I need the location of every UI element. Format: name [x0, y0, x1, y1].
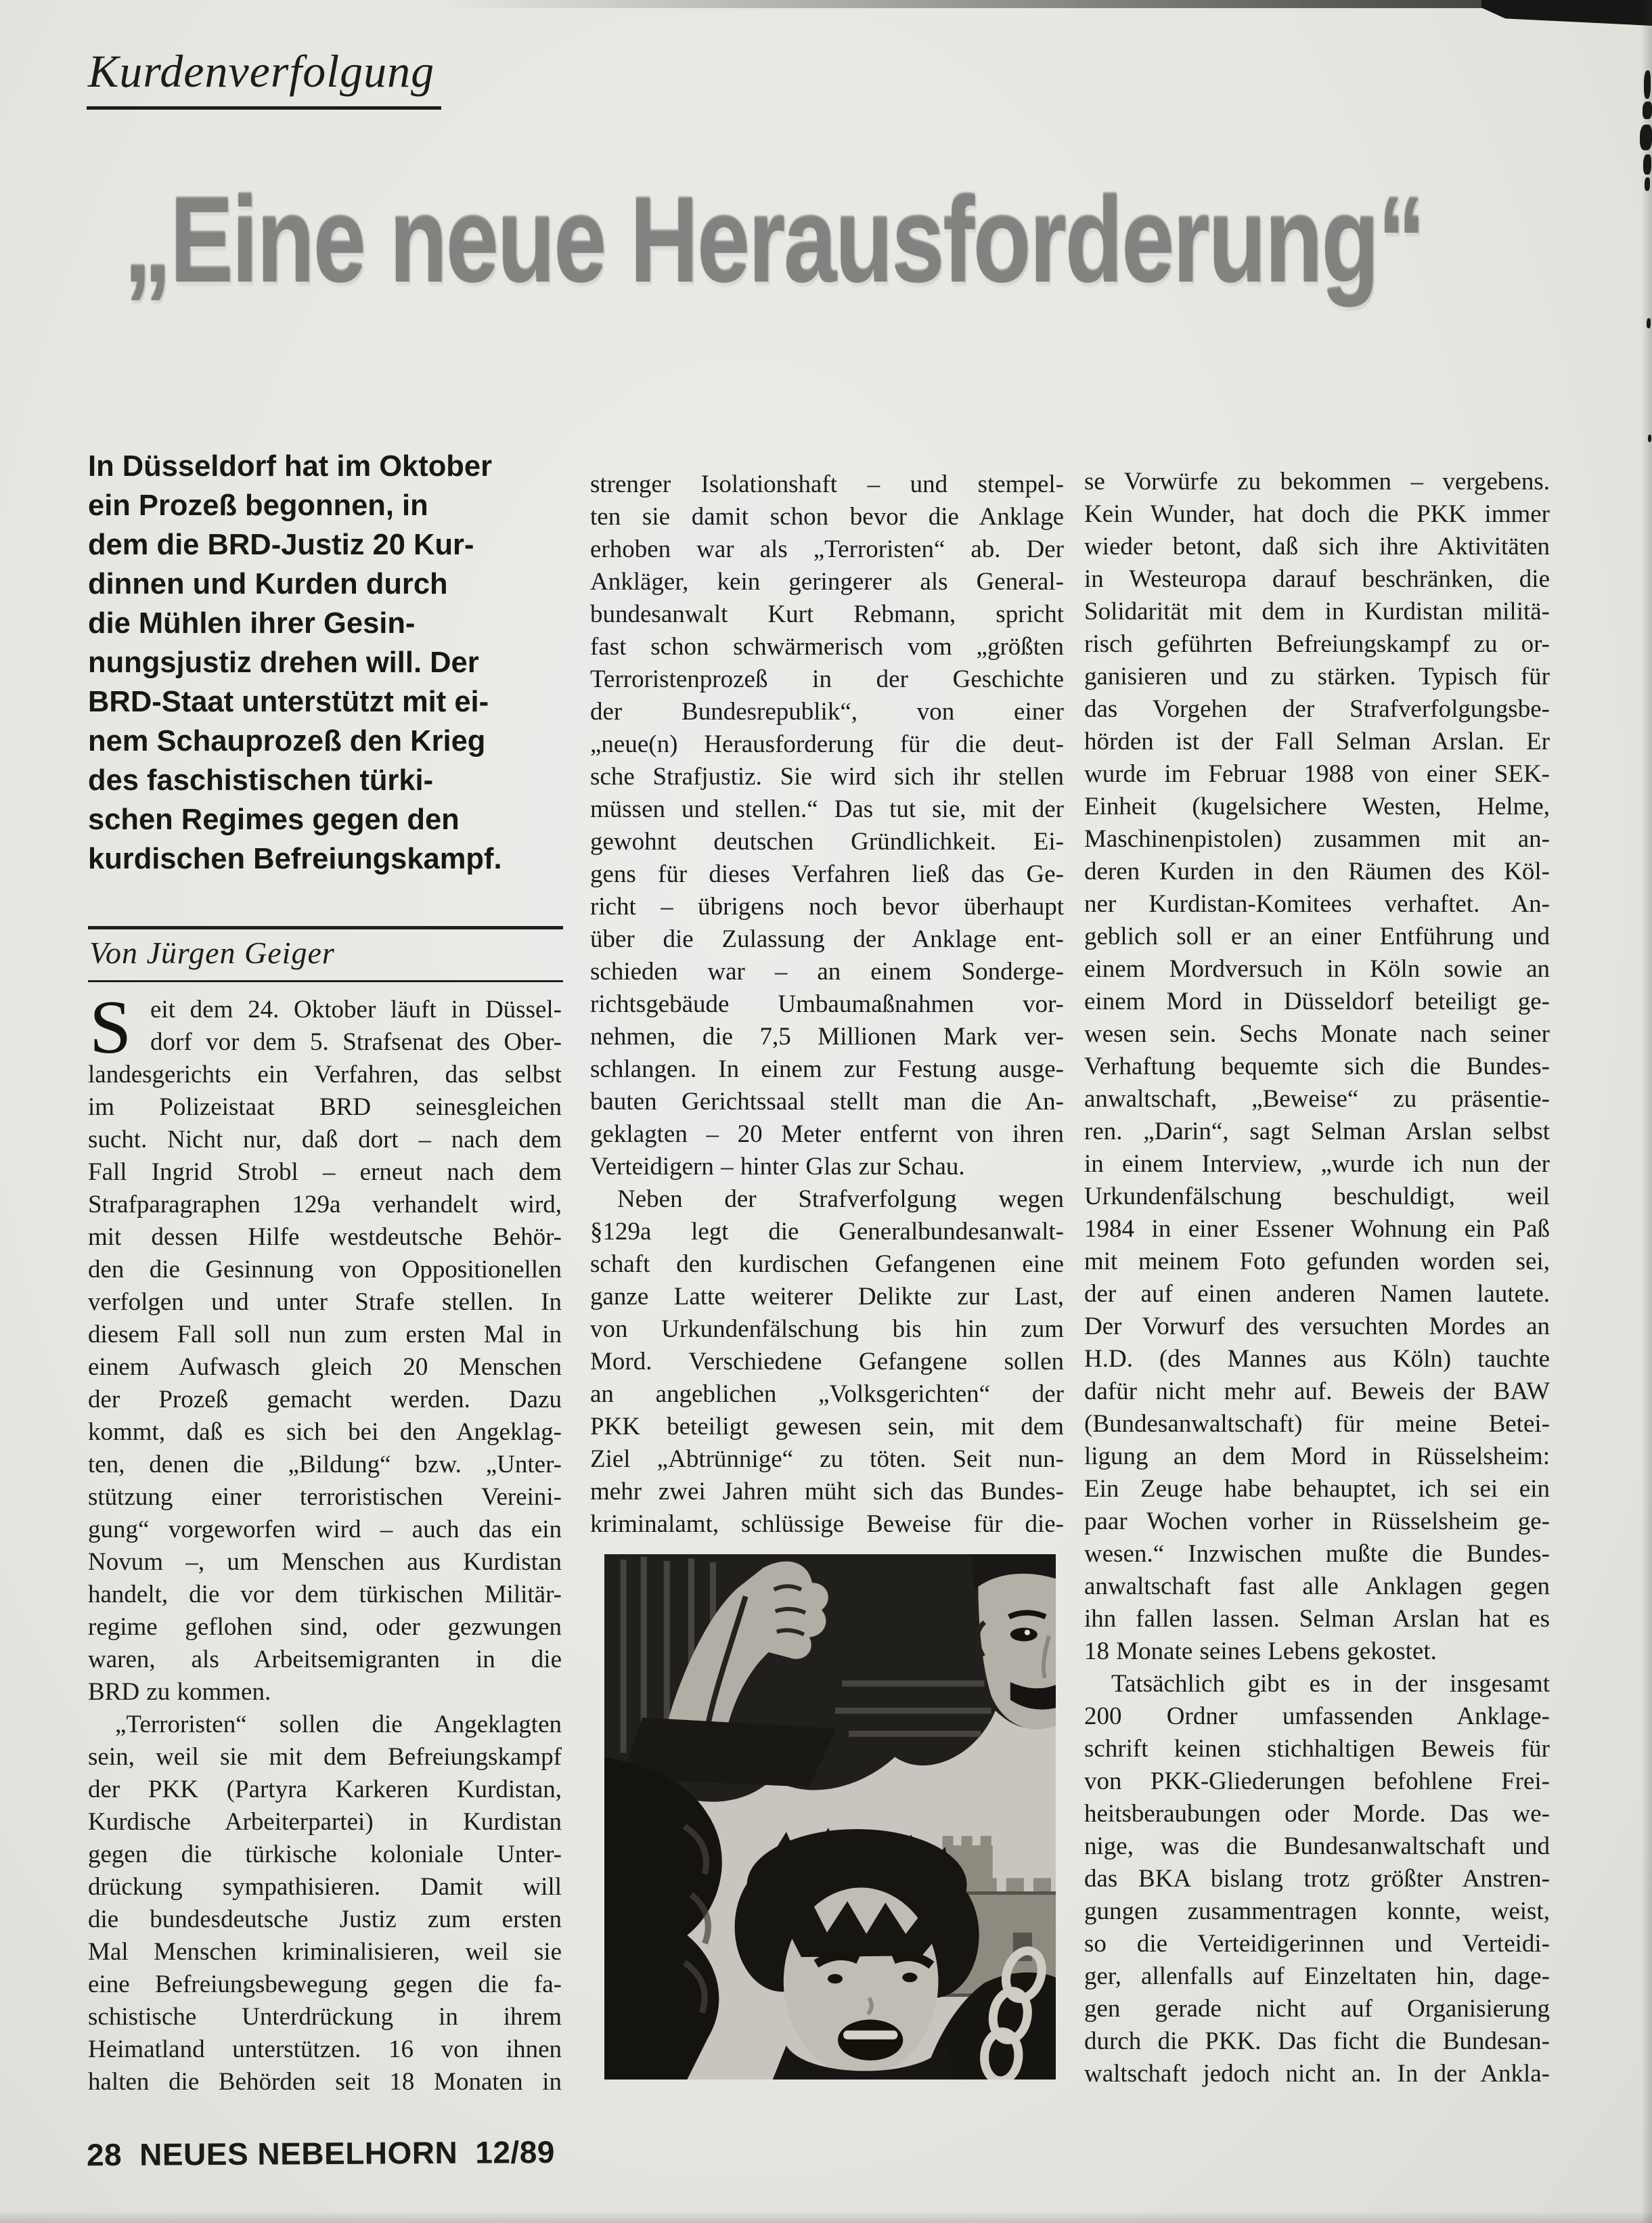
text-line: Ankläger, kein geringerer als General- — [590, 568, 1064, 596]
text-line: geklagten – 20 Meter entfernt von ihren — [590, 1120, 1064, 1148]
fist-child-chain-drawing — [604, 1554, 1056, 2079]
text-line: heitsberaubungen oder Morde. Das we- — [1084, 1800, 1550, 1828]
text-line: der PKK (Partyra Karkeren Kurdistan, — [88, 1776, 562, 1803]
text-line: dinnen und Kurden durch — [88, 568, 448, 600]
text-line: se Vorwürfe zu bekommen – vergebens. — [1084, 468, 1550, 496]
text-line: den die Gesinnung von Oppositionellen — [88, 1256, 562, 1283]
text-line: über die Zulassung der Anklage ent- — [590, 925, 1064, 953]
text-line: Tatsächlich gibt es in der insgesamt — [1111, 1670, 1550, 1698]
text-line: Einheit (kugelsichere Westen, Helme, — [1084, 793, 1550, 820]
text-line: dorf vor dem 5. Strafsenat des Ober- — [150, 1028, 562, 1056]
text-line: sein, weil sie mit dem Befreiungskampf — [88, 1743, 562, 1771]
scan-edge-bottom — [0, 2211, 1652, 2223]
text-line: waren, als Arbeitsemigranten in die — [88, 1646, 562, 1673]
text-line: richt – übrigens noch bevor überhaupt — [590, 893, 1064, 921]
text-line: einem Aufwasch gleich 20 Menschen — [88, 1353, 562, 1381]
text-line: wieder betont, daß sich ihre Aktivitäten — [1084, 533, 1550, 560]
article-title: „Eine neue Herausforderung“ — [124, 173, 1424, 307]
text-line: eit dem 24. Oktober läuft in Düssel- — [150, 996, 562, 1024]
text-line: kurdischen Befreiungskampf. — [88, 843, 502, 875]
text-line: gungen zusammentragen konnte, weist, — [1084, 1897, 1550, 1925]
text-line: Verhaftung bequemte sich die Bundes- — [1084, 1053, 1550, 1080]
text-line: ein Prozeß begonnen, in — [88, 489, 428, 522]
text-line: schieden war – an einem Sonderge- — [590, 958, 1064, 986]
text-line: schrift keinen stichhaltigen Beweis für — [1084, 1735, 1550, 1763]
text-line: ihn fallen lassen. Selman Arslan hat es — [1084, 1605, 1550, 1633]
text-line: verfolgen und unter Strafe stellen. In — [88, 1288, 562, 1316]
text-line: wesen sein. Sechs Monate nach seiner — [1084, 1020, 1550, 1048]
text-line: gung“ vorgeworfen wird – auch das ein — [88, 1516, 562, 1543]
text-line: ten sie damit schon bevor die Anklage — [590, 503, 1064, 531]
text-line: schen Regimes gegen den — [88, 804, 460, 836]
text-line: eine Befreiungsbewegung gegen die fa- — [88, 1971, 562, 1998]
text-line: bundesanwalt Kurt Rebmann, spricht — [590, 600, 1064, 628]
scan-speck — [1647, 318, 1651, 328]
text-line: dafür nicht mehr auf. Beweis der BAW — [1084, 1378, 1550, 1405]
text-line: Fall Ingrid Strobl – erneut nach dem — [88, 1158, 562, 1186]
text-line: Mal Menschen kriminalisieren, weil sie — [88, 1938, 562, 1966]
text-line: ganze Latte weiterer Delikte zur Last, — [590, 1283, 1064, 1311]
text-line: 18 Monate seines Lebens gekostet. — [1084, 1637, 1437, 1665]
text-line: BRD-Staat unterstützt mit ei- — [88, 686, 489, 718]
scan-corner-top-right — [1481, 0, 1652, 26]
text-line: anwaltschaft fast alle Anklagen gegen — [1084, 1572, 1550, 1600]
column-right — [1084, 466, 1550, 2090]
text-line: gegen die türkische koloniale Unter- — [88, 1841, 562, 1868]
text-line: des faschistischen türki- — [88, 764, 434, 797]
text-line: das Vorgehen der Strafverfolgungsbe- — [1084, 695, 1550, 723]
text-line: von Urkundenfälschung bis hin zum — [590, 1315, 1064, 1343]
text-line: müssen und stellen.“ Das tut sie, mit der — [590, 795, 1064, 823]
text-line: halten die Behörden seit 18 Monaten in — [88, 2068, 562, 2096]
scan-speck — [1643, 154, 1651, 175]
text-line: gewohnt deutschen Gründlichkeit. Ei- — [590, 828, 1064, 856]
text-line: Urkundenfälschung beschuldigt, weil — [1084, 1183, 1550, 1210]
text-line: einem Mord in Düsseldorf beteiligt ge- — [1084, 988, 1550, 1015]
text-line: „Terroristen“ sollen die Angeklagten — [115, 1711, 562, 1738]
text-line: Verteidigern – hinter Glas zur Schau. — [590, 1153, 965, 1181]
scan-edge-right — [1641, 0, 1652, 2223]
page-number: 28 — [86, 2136, 122, 2173]
drop-cap: S — [89, 986, 132, 1070]
scan-speck — [1640, 125, 1652, 150]
byline: Von Jürgen Geiger — [88, 926, 563, 982]
text-line: sucht. Nicht nur, daß dort – nach dem — [88, 1126, 562, 1153]
text-line: Kurdische Arbeiterpartei) in Kurdistan — [88, 1808, 562, 1836]
text-line: Kein Wunder, hat doch die PKK immer — [1084, 500, 1550, 528]
text-line: anwaltschaft, „Beweise“ zu präsentie- — [1084, 1085, 1550, 1113]
text-line: dem die BRD-Justiz 20 Kur- — [88, 529, 474, 561]
text-line: ner Kurdistan-Komitees verhaftet. An- — [1084, 890, 1550, 918]
text-line: §129a legt die Generalbundesanwalt- — [590, 1218, 1064, 1246]
text-line: ger, allenfalls auf Einzeltaten hin, dage- — [1084, 1962, 1550, 1990]
text-line: 200 Ordner umfassenden Anklage- — [1084, 1702, 1550, 1730]
text-line: die Mühlen ihrer Gesin- — [88, 607, 416, 640]
text-line: nehmen, die 7,5 Millionen Mark ver- — [590, 1023, 1064, 1051]
text-line: deren Kurden in den Räumen des Köl- — [1084, 858, 1550, 885]
text-line: so die Verteidigerinnen und Verteidi- — [1084, 1930, 1550, 1958]
text-line: kommt, daß es sich bei den Angeklag- — [88, 1418, 562, 1446]
text-line: schaft den kurdischen Gefangenen eine — [590, 1250, 1064, 1278]
text-line: stützung einer terroristischen Vereini- — [88, 1483, 562, 1511]
text-line: Neben der Strafverfolgung wegen — [617, 1185, 1064, 1213]
text-line: Novum –, um Menschen aus Kurdistan — [88, 1548, 562, 1576]
text-line: landesgerichts ein Verfahren, das selbst — [88, 1061, 562, 1088]
text-line: H.D. (des Mannes aus Köln) tauchte — [1084, 1345, 1550, 1373]
text-line: fast schon schwärmerisch vom „größten — [590, 633, 1064, 661]
text-line: der auf einen anderen Namen lautete. — [1084, 1280, 1550, 1308]
text-line: drückung sympathisieren. Damit will — [88, 1873, 562, 1901]
scan-speck — [1645, 177, 1650, 191]
text-line: nige, was die Bundesanwaltschaft und — [1084, 1832, 1550, 1860]
text-line: mit meinem Foto gefunden worden sei, — [1084, 1248, 1550, 1275]
text-line: Solidarität mit dem in Kurdistan militä- — [1084, 598, 1550, 625]
text-line: geblich soll er an einer Entführung und — [1084, 923, 1550, 950]
text-line: mehr zwei Jahren müht sich das Bundes- — [590, 1478, 1064, 1505]
text-line: schistische Unterdrückung in ihrem — [88, 2003, 562, 2031]
text-line: diesem Fall soll nun zum ersten Mal in — [88, 1321, 562, 1348]
text-line: wesen.“ Inzwischen mußte die Bundes- — [1084, 1540, 1550, 1568]
text-line: in Westeuropa darauf beschränken, die — [1084, 565, 1550, 593]
text-line: Mord. Verschiedene Gefangene sollen — [590, 1348, 1064, 1375]
text-line: nungsjustiz drehen will. Der — [88, 646, 479, 679]
text-line: mit dessen Hilfe westdeutsche Behör- — [88, 1223, 562, 1251]
text-line: BRD zu kommen. — [88, 1678, 271, 1706]
text-line: Ziel „Abtrünnige“ zu töten. Seit nun- — [590, 1445, 1064, 1473]
text-line: im Polizeistaat BRD seinesgleichen — [88, 1093, 562, 1121]
text-line: in einem Interview, „wurde ich nun der — [1084, 1150, 1550, 1178]
text-line: richtsgebäude Umbaumaßnahmen vor- — [590, 990, 1064, 1018]
text-line: paar Wochen vorher in Rüsselsheim ge- — [1084, 1507, 1550, 1535]
text-line: kriminalamt, schlüssige Beweise für die- — [590, 1510, 1064, 1538]
text-line: waltschaft jedoch nicht an. In der Ankla- — [1084, 2060, 1550, 2088]
text-line: 1984 in einer Essener Wohnung ein Paß — [1084, 1215, 1550, 1243]
scan-speck — [1648, 435, 1651, 442]
text-line: ten, denen die „Bildung“ bzw. „Unter- — [88, 1451, 562, 1478]
illustration-canvas — [604, 1554, 1056, 2079]
text-line: risch geführten Befreiungskampf zu or- — [1084, 630, 1550, 658]
text-line: einem Mordversuch in Köln sowie an — [1084, 955, 1550, 983]
text-line: Ein Zeuge habe behauptet, ich sei ein — [1084, 1475, 1550, 1503]
text-line: gens für dieses Verfahren ließ das Ge- — [590, 860, 1064, 888]
text-line: „neue(n) Herausforderung für die deut- — [590, 730, 1064, 758]
text-line: sche Strafjustiz. Sie wird sich ihr stellen — [590, 763, 1064, 791]
page-footer — [87, 2134, 573, 2173]
text-line: bauten Gerichtssaal stellt man die An- — [590, 1088, 1064, 1116]
text-line: Terroristenprozeß in der Geschichte — [590, 665, 1064, 693]
text-line: ligung an dem Mord in Rüsselsheim: — [1084, 1443, 1550, 1470]
text-line: der Prozeß gemacht werden. Dazu — [88, 1386, 562, 1413]
text-line: ren. „Darin“, sagt Selman Arslan selbst — [1084, 1118, 1550, 1145]
text-line: ganisieren und zu stärken. Typisch für — [1084, 663, 1550, 690]
text-line: In Düsseldorf hat im Oktober — [88, 450, 492, 483]
text-line: Heimatland unterstützen. 16 von ihnen — [88, 2035, 562, 2063]
scan-speck — [1643, 102, 1652, 119]
text-line: von PKK-Gliederungen befohlene Frei- — [1084, 1767, 1550, 1795]
text-line: schlangen. In einem zur Festung ausge- — [590, 1055, 1064, 1083]
issue-number: 12/89 — [475, 2134, 556, 2170]
magazine-name: NEUES NEBELHORN — [139, 2134, 458, 2172]
text-line: hörden ist der Fall Selman Arslan. Er — [1084, 728, 1550, 755]
text-line: PKK beteiligt gewesen sein, mit dem — [590, 1413, 1064, 1440]
scan-edge-top — [433, 0, 1652, 8]
scan-speck — [1644, 70, 1651, 99]
standfirst — [88, 447, 566, 879]
text-line: handelt, die vor dem türkischen Militär- — [88, 1581, 562, 1608]
text-line: die bundesdeutsche Justiz zum ersten — [88, 1906, 562, 1933]
text-line: an angeblichen „Volksgerichten“ der — [590, 1380, 1064, 1408]
text-line: (Bundesanwaltschaft) für meine Betei- — [1084, 1410, 1550, 1438]
text-line: Der Vorwurf des versuchten Mordes an — [1084, 1313, 1550, 1340]
text-line: durch die PKK. Das ficht die Bundesan- — [1084, 2027, 1550, 2055]
text-line: wurde im Februar 1988 von einer SEK- — [1084, 760, 1550, 788]
kicker: Kurdenverfolgung — [87, 45, 441, 110]
text-line: erhoben war als „Terroristen“ ab. Der — [590, 535, 1064, 563]
text-line: strenger Isolationshaft – und stempel- — [590, 470, 1064, 498]
text-line: Strafparagraphen 129a verhandelt wird, — [88, 1191, 562, 1218]
text-line: nem Schauprozeß den Krieg — [88, 725, 486, 757]
text-line: regime geflohen sind, oder gezwungen — [88, 1613, 562, 1641]
text-line: das BKA bislang trotz größter Anstren- — [1084, 1865, 1550, 1893]
text-line: der Bundesrepublik“, von einer — [590, 698, 1064, 726]
text-line: gen gerade nicht auf Organisierung — [1084, 1995, 1550, 2023]
text-line: Maschinenpistolen) zusammen mit an- — [1084, 825, 1550, 853]
column-middle — [590, 468, 1064, 1541]
column-left — [88, 994, 562, 2098]
